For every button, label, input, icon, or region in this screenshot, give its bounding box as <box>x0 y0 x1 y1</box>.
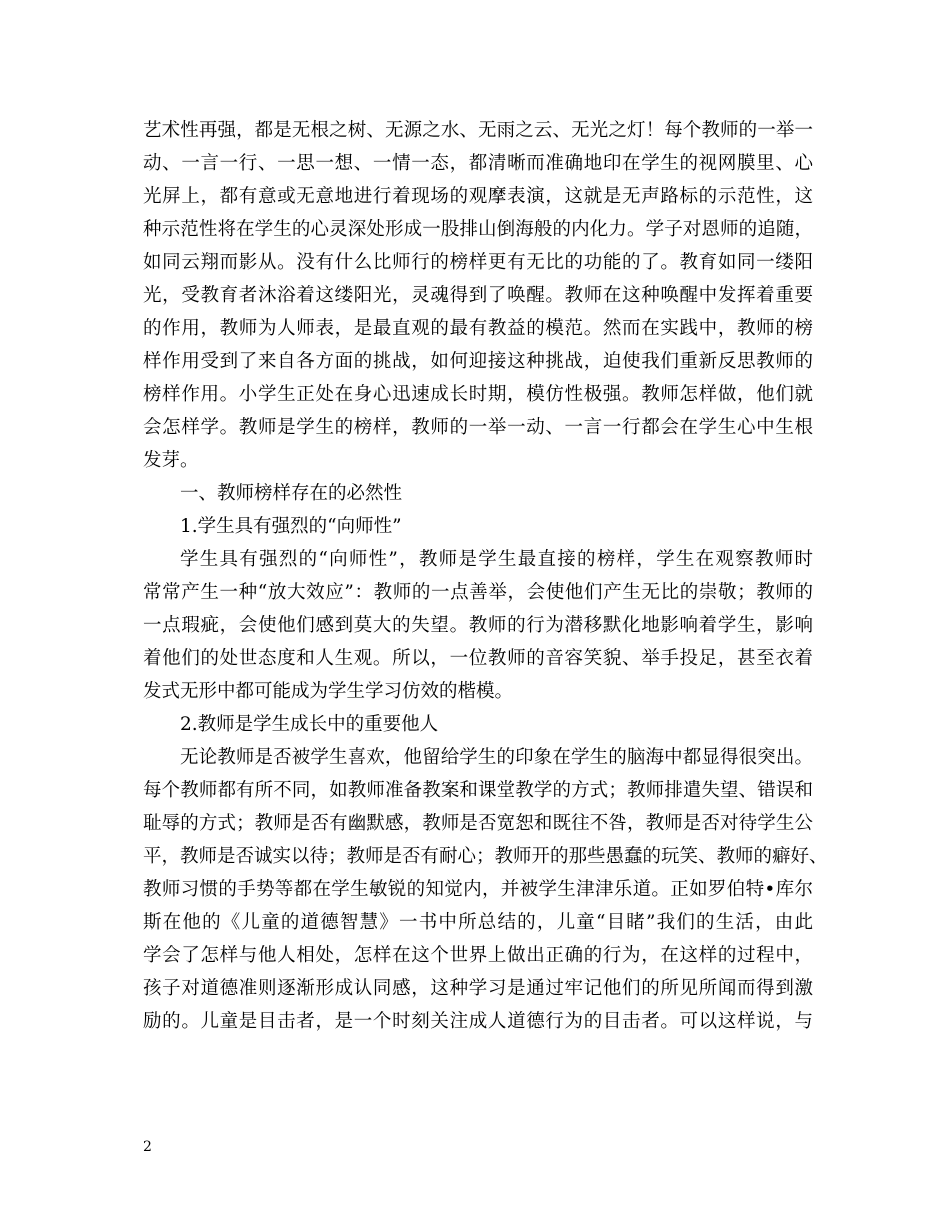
text-line: 孩子对道德准则逐渐形成认同感，这种学习是通过牢记他们的所见所闻而得到激 <box>143 978 813 999</box>
text-line: 教师习惯的手势等都在学生敏锐的知觉内，并被学生津津乐道。正如罗伯特•库尔 <box>143 879 813 900</box>
text-line: 光，受教育者沐浴着这缕阳光，灵魂得到了唤醒。教师在这种唤醒中发挥着重要 <box>143 285 813 306</box>
text-line: 耻辱的方式；教师是否有幽默感，教师是否宽恕和既往不咎，教师是否对待学生公 <box>143 813 813 834</box>
paragraph-3 <box>143 741 828 1038</box>
text-line: 学会了怎样与他人相处，怎样在这个世界上做出正确的行为，在这样的过程中， <box>143 945 813 966</box>
paragraph-1 <box>143 114 813 477</box>
text-line: 光屏上，都有意或无意地进行着现场的观摩表演，这就是无声路标的示范性，这 <box>143 186 813 207</box>
text-line: 种示范性将在学生的心灵深处形成一股排山倒海般的内化力。学子对恩师的追随， <box>143 219 813 240</box>
text-line: 一点瑕疵，会使他们感到莫大的失望。教师的行为潜移默化地影响着学生，影响 <box>143 615 813 636</box>
text-line: 会怎样学。教师是学生的榜样，教师的一举一动、一言一行都会在学生心中生根 <box>143 417 813 438</box>
text-line: 发式无形中都可能成为学生学习仿效的楷模。 <box>143 681 514 702</box>
document-body <box>143 114 828 1038</box>
paragraph-2 <box>143 543 813 708</box>
text-line: 的作用，教师为人师表，是最直观的最有教益的模范。然而在实践中，教师的榜 <box>143 318 813 339</box>
text-line: 动、一言一行、一思一想、一情一态，都清晰而准确地印在学生的视网膜里、心 <box>143 153 813 174</box>
text-line: 榜样作用。小学生正处在身心迅速成长时期，模仿性极强。教师怎样做，他们就 <box>143 384 813 405</box>
text-line: 斯在他的《儿童的道德智慧》一书中所总结的，儿童“目睹”我们的生活，由此 <box>143 912 813 933</box>
text-line: 每个教师都有所不同，如教师准备教案和课堂教学的方式；教师排遣失望、错误和 <box>143 780 813 801</box>
text-line: 样作用受到了来自各方面的挑战，如何迎接这种挑战，迫使我们重新反思教师的 <box>143 351 813 372</box>
subsection-heading-2: 2.教师是学生成长中的重要他人 <box>180 714 439 735</box>
text-line: 如同云翔而影从。没有什么比师行的榜样更有无比的功能的了。教育如同一缕阳 <box>143 252 813 273</box>
text-line: 无论教师是否被学生喜欢，他留给学生的印象在学生的脑海中都显得很突出。 <box>180 747 813 768</box>
section-heading: 一、教师榜样存在的必然性 <box>180 483 403 504</box>
text-line: 励的。儿童是目击者，是一个时刻关注成人道德行为的目击者。可以这样说，与 <box>143 1011 813 1032</box>
text-line: 学生具有强烈的“向师性”，教师是学生最直接的榜样，学生在观察教师时 <box>180 549 813 570</box>
text-line: 发芽。 <box>143 450 199 471</box>
text-line: 艺术性再强，都是无根之树、无源之水、无雨之云、无光之灯！每个教师的一举一 <box>143 120 813 141</box>
text-line: 平，教师是否诚实以待；教师是否有耐心；教师开的那些愚蠢的玩笑、教师的癖好、 <box>143 846 828 867</box>
subsection-heading-1: 1.学生具有强烈的“向师性” <box>180 516 402 537</box>
text-line: 常常产生一种“放大效应”：教师的一点善举，会使他们产生无比的崇敬；教师的 <box>143 582 813 603</box>
page-number: 2 <box>143 1139 152 1155</box>
text-line: 着他们的处世态度和人生观。所以，一位教师的音容笑貌、举手投足，甚至衣着 <box>143 648 813 669</box>
